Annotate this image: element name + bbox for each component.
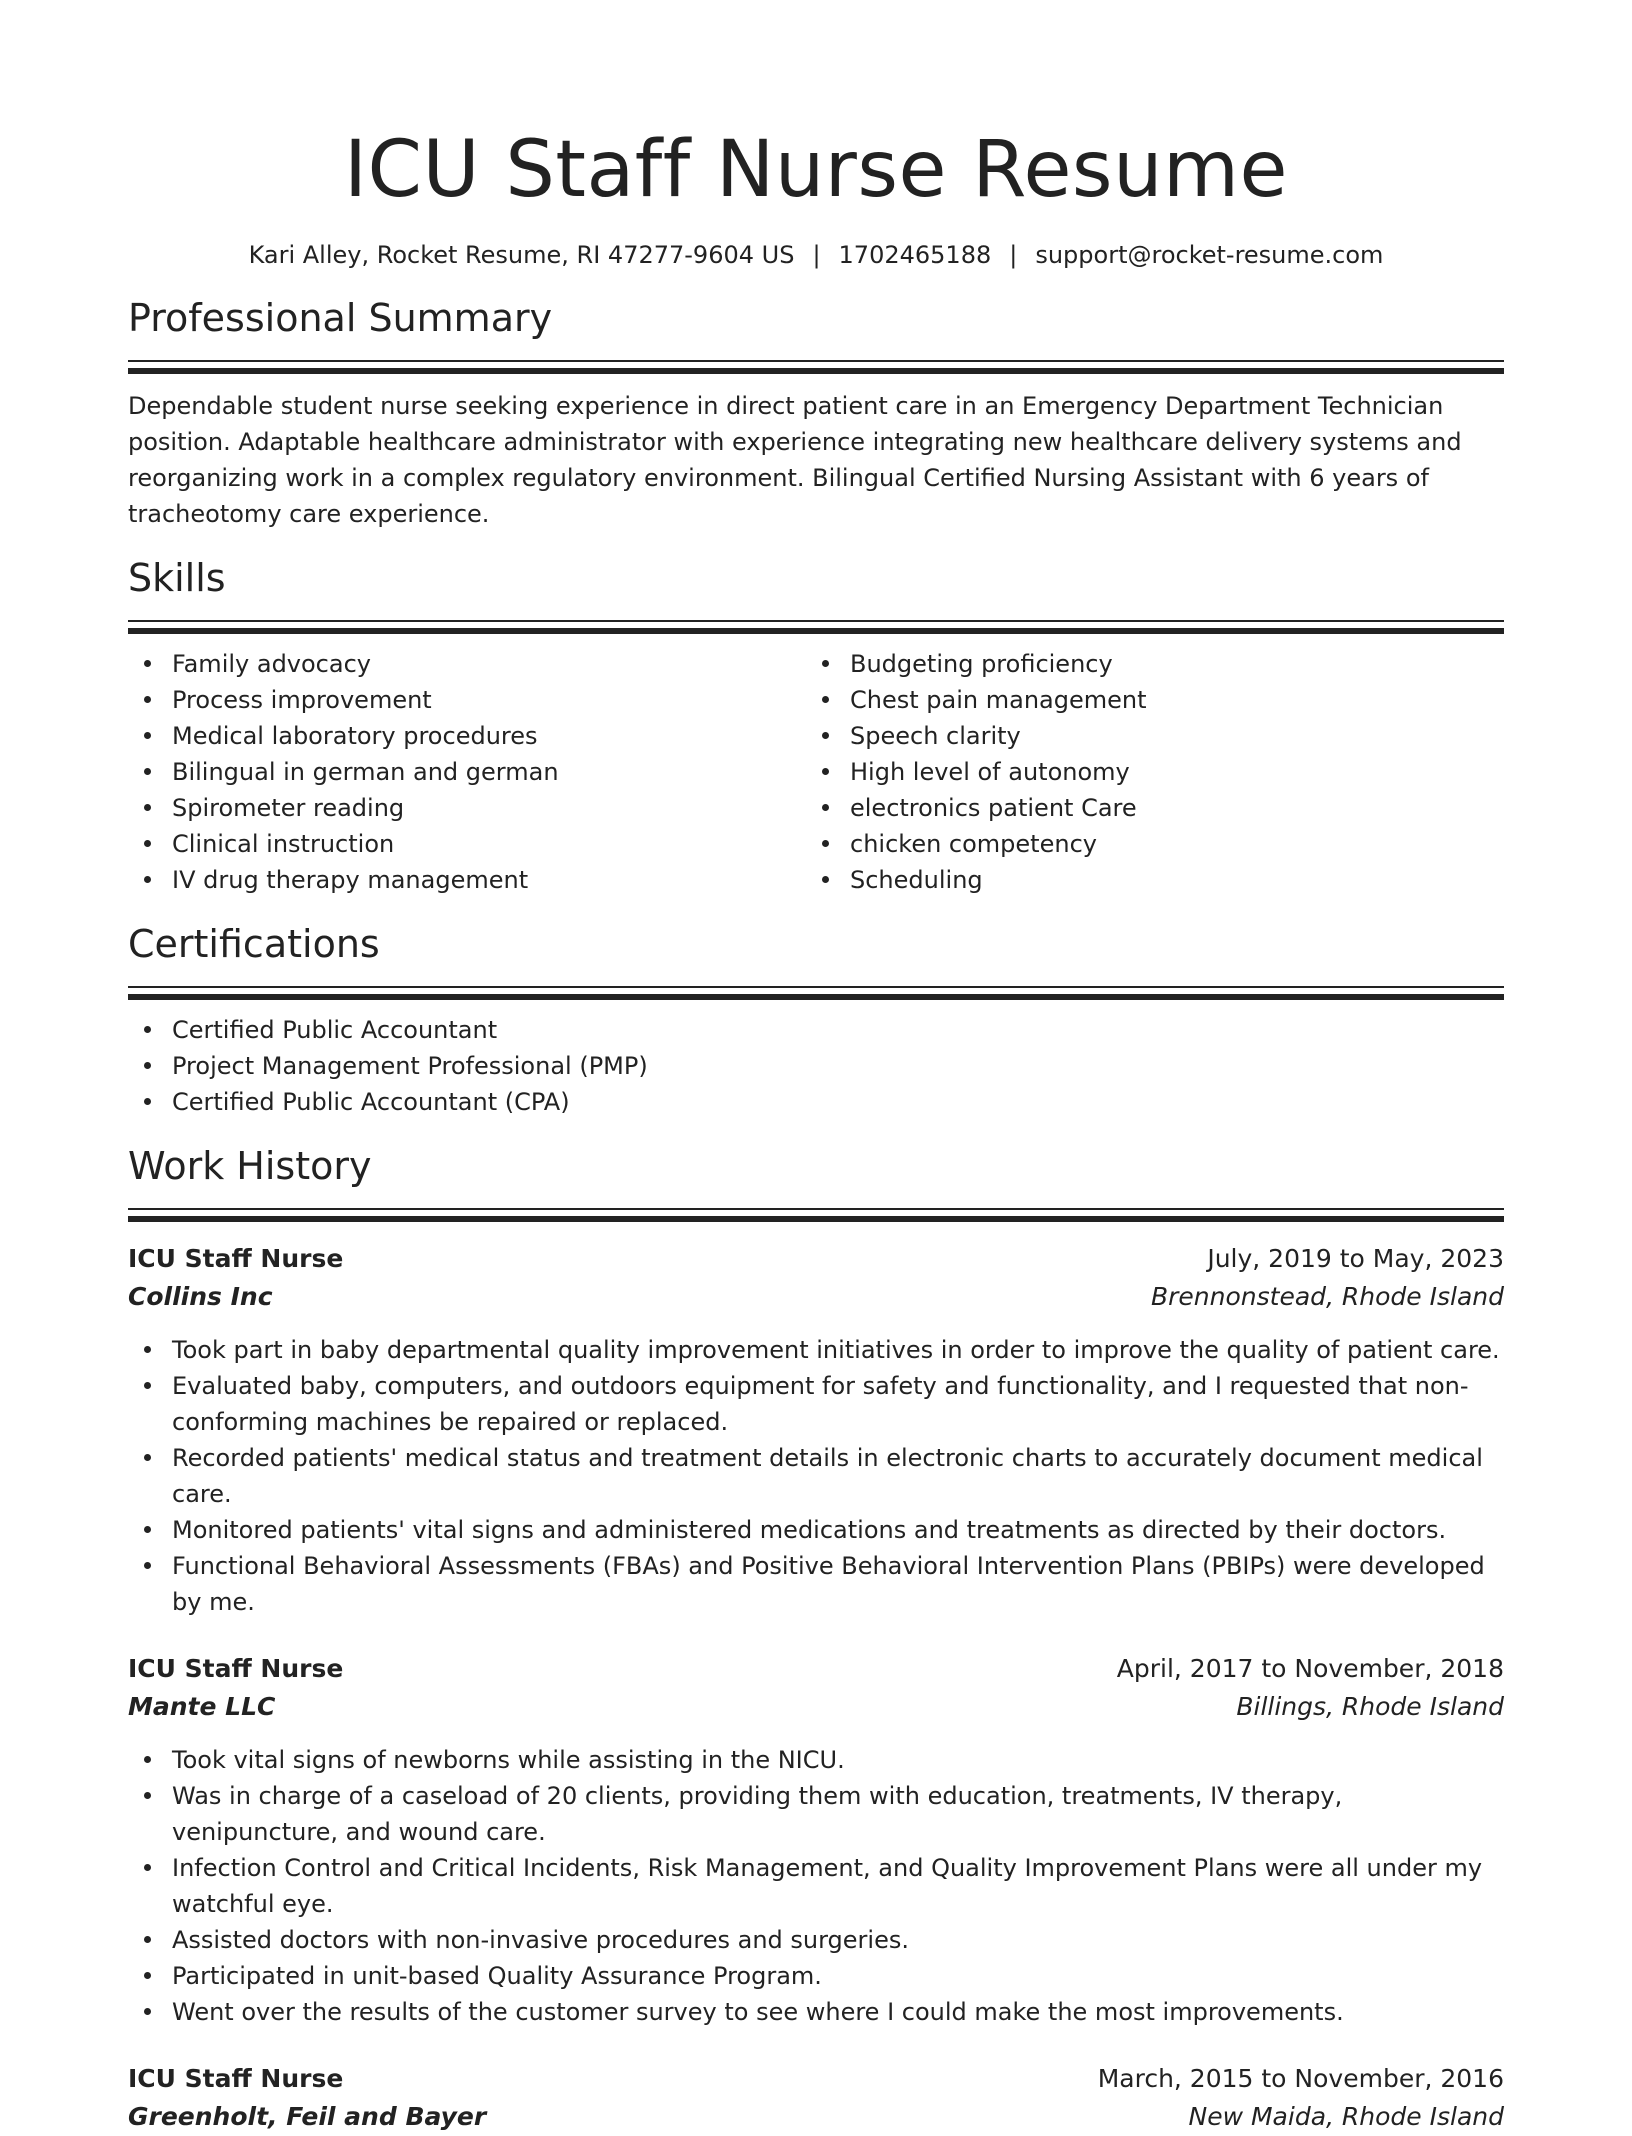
section-divider-thick <box>128 628 1504 634</box>
page-title: ICU Staff Nurse Resume <box>344 125 1288 215</box>
skill-item: Bilingual in german and german <box>128 754 806 790</box>
section-divider <box>128 620 1504 622</box>
job-company: Collins Inc <box>128 1282 273 1311</box>
section-divider <box>128 986 1504 988</box>
job-duties-list <box>128 1742 1504 2030</box>
job-header-row <box>128 1240 1504 1278</box>
job-duty-item: Went over the results of the customer survey to see where I could make the most improvements. <box>128 1994 1504 2030</box>
job-employer-row <box>128 1278 1504 1316</box>
section-divider <box>128 360 1504 362</box>
job-duty-item: Monitored patients' vital signs and administered medications and treatments as directed by their doctors. <box>128 1512 1504 1548</box>
skill-item: Budgeting proficiency <box>806 646 1484 682</box>
certifications-section <box>128 920 1504 1120</box>
job-dates: July, 2019 to May, 2023 <box>1207 1244 1504 1273</box>
skill-item: Scheduling <box>806 862 1484 898</box>
job-entry <box>128 2060 1504 2136</box>
job-entry <box>128 1240 1504 1620</box>
skills-heading: Skills <box>128 556 226 600</box>
section-divider <box>128 1208 1504 1210</box>
job-duty-item: Assisted doctors with non-invasive procedures and surgeries. <box>128 1922 1504 1958</box>
skill-item: High level of autonomy <box>806 754 1484 790</box>
work-history-heading: Work History <box>128 1144 372 1188</box>
job-dates: March, 2015 to November, 2016 <box>1097 2064 1504 2093</box>
job-duty-item: Recorded patients' medical status and treatment details in electronic charts to accurately document medical care. <box>128 1440 1504 1512</box>
job-company: Greenholt, Feil and Bayer <box>128 2102 487 2131</box>
certifications-heading: Certifications <box>128 922 380 966</box>
job-location: Billings, Rhode Island <box>1236 1692 1504 1721</box>
job-duty-item: Functional Behavioral Assessments (FBAs) and Positive Behavioral Intervention Plans (PBIPs) were developed by me. <box>128 1548 1504 1620</box>
skills-section <box>128 554 1504 898</box>
contact-separator: | <box>1009 241 1018 269</box>
work-history-section <box>128 1142 1504 2136</box>
skill-item: Clinical instruction <box>128 826 806 862</box>
skill-item: Process improvement <box>128 682 806 718</box>
job-employer-row <box>128 2098 1504 2136</box>
section-divider-thick <box>128 994 1504 1000</box>
skill-item: Chest pain management <box>806 682 1484 718</box>
job-employer-row <box>128 1688 1504 1726</box>
summary-heading: Professional Summary <box>128 296 553 340</box>
skills-grid <box>128 646 1504 898</box>
job-location: Brennonstead, Rhode Island <box>1150 1282 1504 1311</box>
certification-item: Certified Public Accountant (CPA) <box>128 1084 1504 1120</box>
job-duty-item: Took part in baby departmental quality improvement initiatives in order to improve the quality of patient care. <box>128 1332 1504 1368</box>
skill-item: chicken competency <box>806 826 1484 862</box>
job-title: ICU Staff Nurse <box>128 1244 344 1273</box>
certification-item: Project Management Professional (PMP) <box>128 1048 1504 1084</box>
skill-item: Speech clarity <box>806 718 1484 754</box>
summary-section <box>128 294 1504 532</box>
contact-line <box>128 238 1504 272</box>
skill-item: Family advocacy <box>128 646 806 682</box>
job-location: New Maida, Rhode Island <box>1188 2102 1504 2131</box>
contact-phone: 1702465188 <box>838 241 992 269</box>
job-duty-item: Evaluated baby, computers, and outdoors equipment for safety and functionality, and I requested that non-conforming machines be repaired or replaced. <box>128 1368 1504 1440</box>
contact-separator: | <box>812 241 821 269</box>
job-title: ICU Staff Nurse <box>128 1654 344 1683</box>
job-dates: April, 2017 to November, 2018 <box>1116 1654 1504 1683</box>
skills-list-right <box>806 646 1484 898</box>
job-duties-list <box>128 1332 1504 1620</box>
certification-item: Certified Public Accountant <box>128 1012 1504 1048</box>
section-divider-thick <box>128 1216 1504 1222</box>
skill-item: Medical laboratory procedures <box>128 718 806 754</box>
job-title: ICU Staff Nurse <box>128 2064 344 2093</box>
job-header-row <box>128 1650 1504 1688</box>
job-duty-item: Participated in unit-based Quality Assurance Program. <box>128 1958 1504 1994</box>
job-duty-item: Infection Control and Critical Incidents, Risk Management, and Quality Improvement Plans were all under my watchful eye. <box>128 1850 1504 1922</box>
contact-email: support@rocket-resume.com <box>1035 241 1384 269</box>
job-duty-item: Was in charge of a caseload of 20 clients, providing them with education, treatments, IV therapy, venipuncture, and wound care. <box>128 1778 1504 1850</box>
job-company: Mante LLC <box>128 1692 276 1721</box>
job-header-row <box>128 2060 1504 2098</box>
skills-list-left <box>128 646 806 898</box>
certifications-list <box>128 1012 1504 1120</box>
resume-page <box>128 0 1504 2131</box>
job-duty-item: Took vital signs of newborns while assisting in the NICU. <box>128 1742 1504 1778</box>
skill-item: electronics patient Care <box>806 790 1484 826</box>
summary-text: Dependable student nurse seeking experience in direct patient care in an Emergency Department Technician position. Adaptable healthcare administrator with experience integrating new healthcare delivery systems and reorganizing work in a complex regulatory environment. Bilingual Certified Nursing Assistant with 6 years of tracheotomy care experience. <box>128 392 1462 528</box>
skill-item: IV drug therapy management <box>128 862 806 898</box>
skill-item: Spirometer reading <box>128 790 806 826</box>
contact-address: Kari Alley, Rocket Resume, RI 47277-9604 US <box>248 241 795 269</box>
job-entry <box>128 1650 1504 2030</box>
section-divider-thick <box>128 368 1504 374</box>
